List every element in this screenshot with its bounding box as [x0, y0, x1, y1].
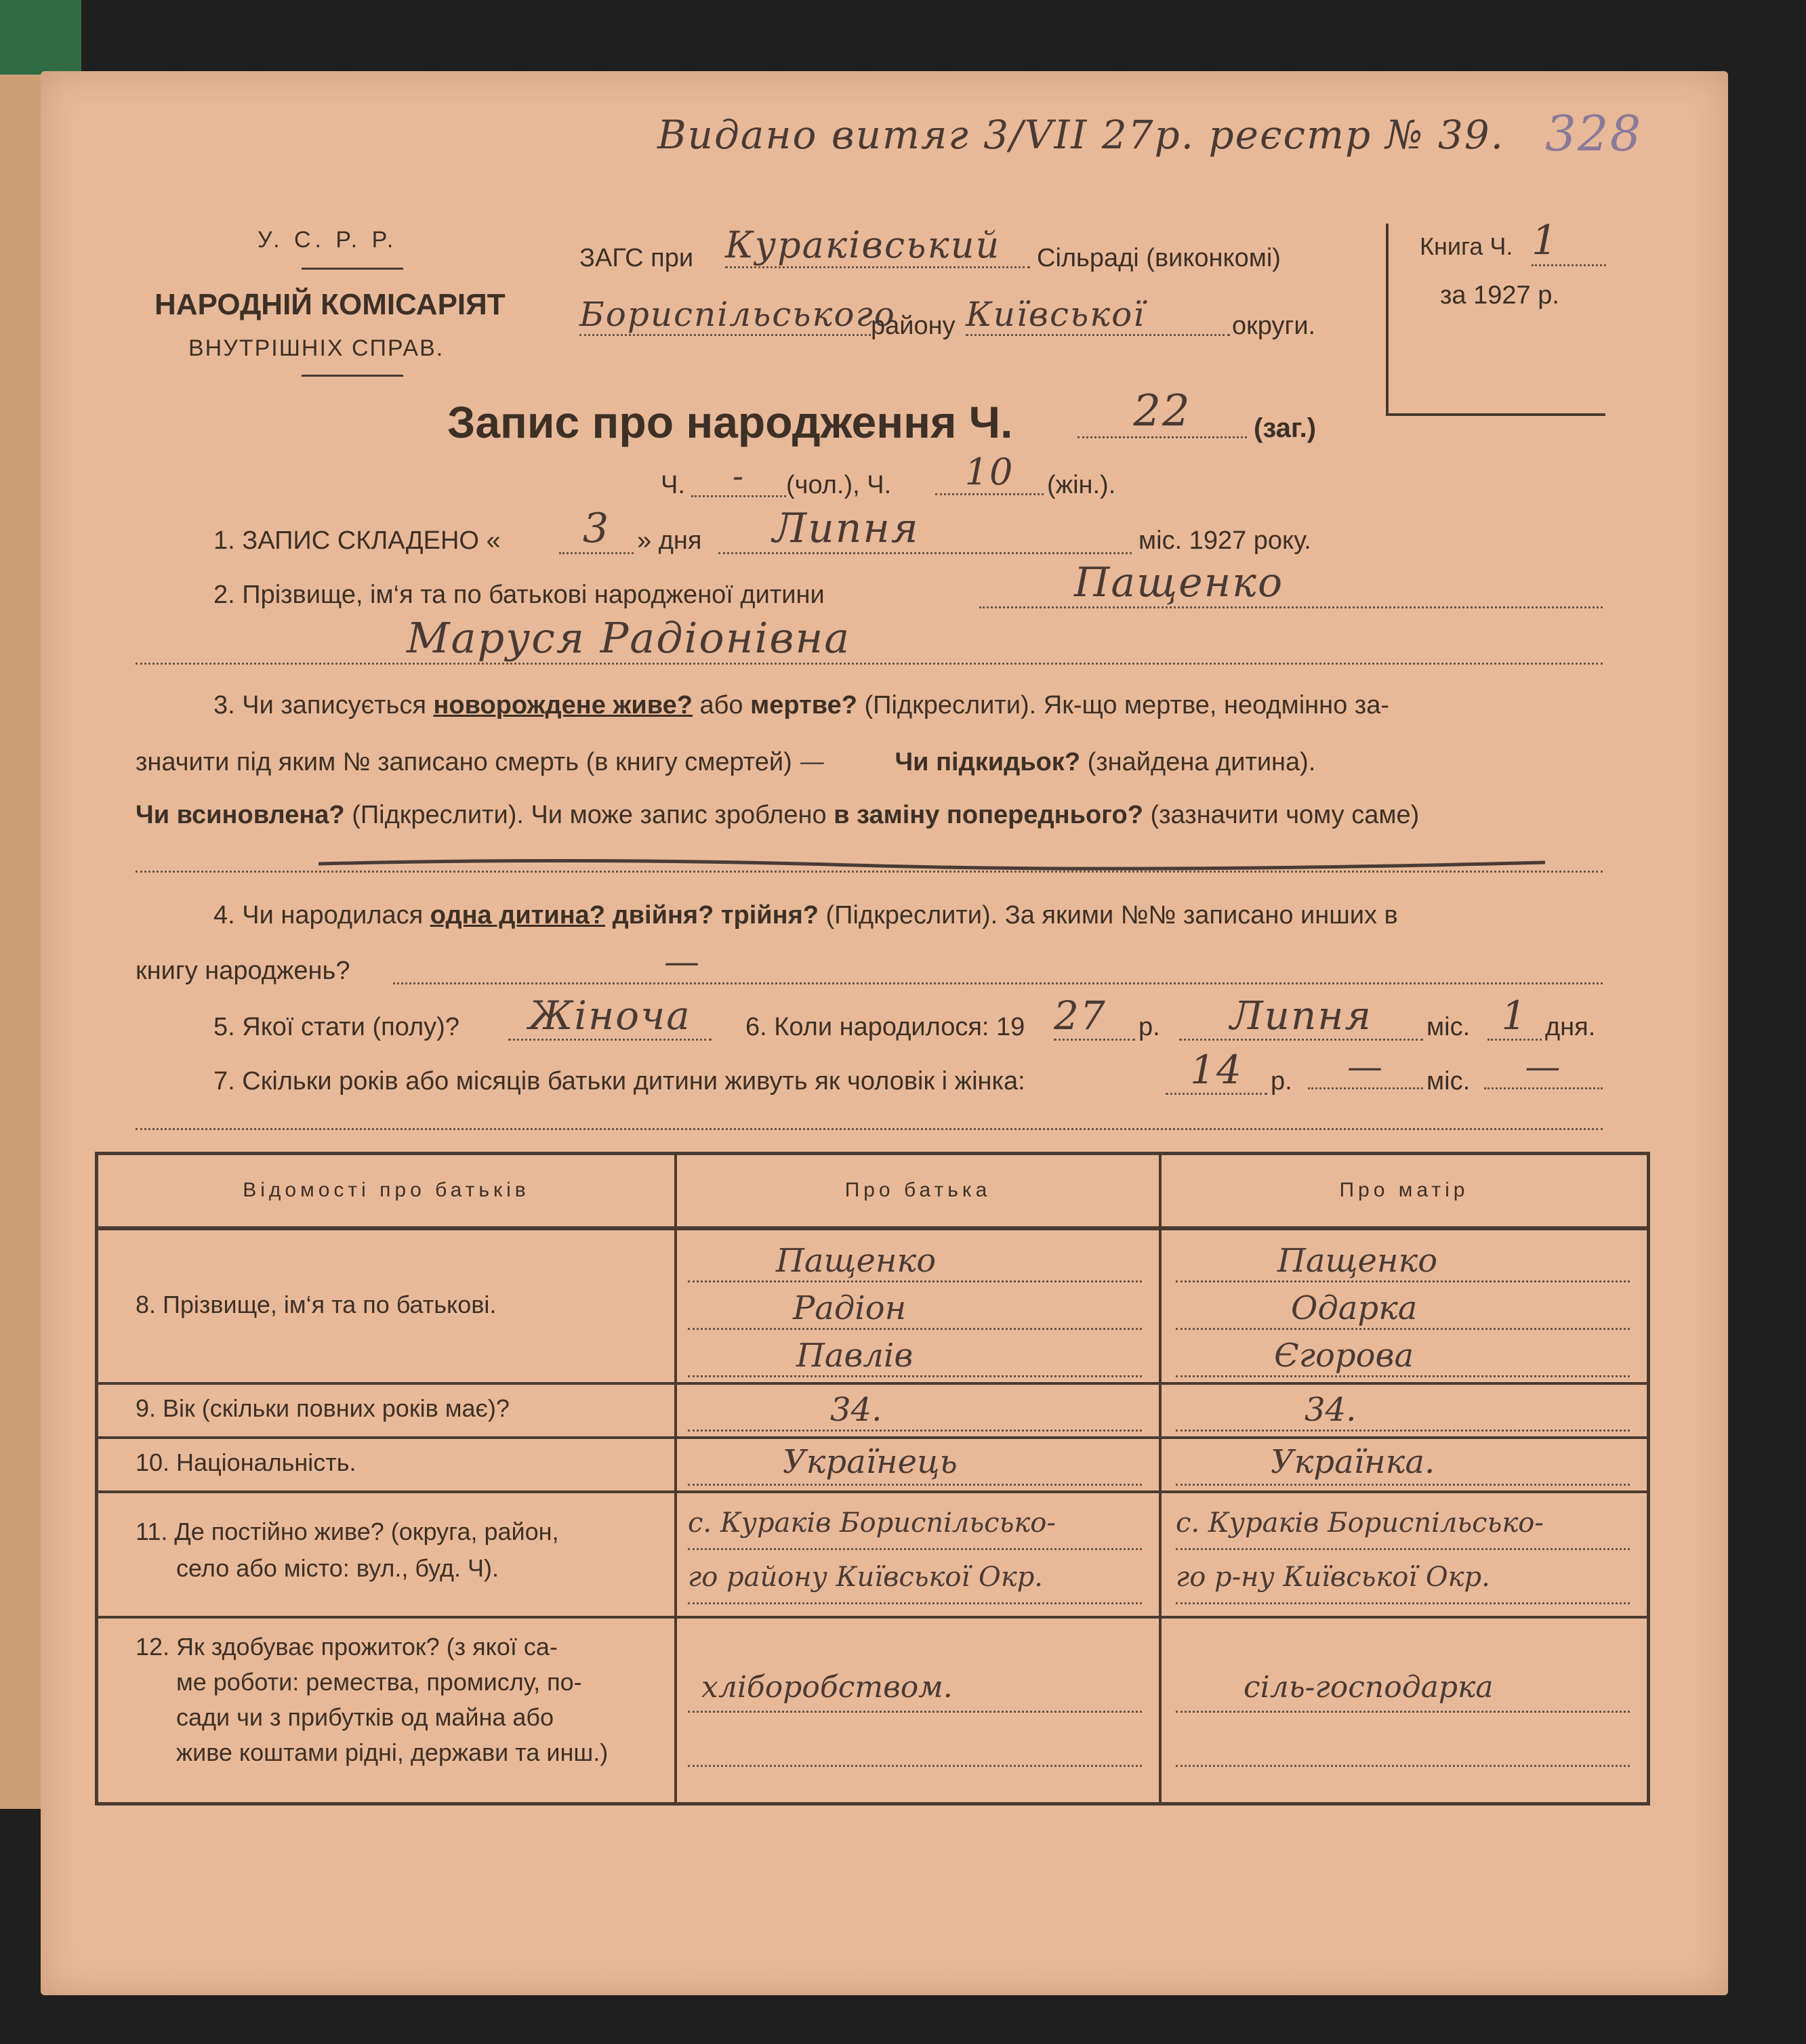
- item3-death-number: —: [799, 747, 827, 776]
- item7-label: 7. Скільки років або місяців батьки дитини живуть як чоловік і жінка:: [213, 1067, 1025, 1096]
- mother-age: 34.: [1305, 1391, 1357, 1429]
- item1-mid: » дня: [637, 526, 702, 555]
- row12-label-a: 12. Як здобуває прожиток? (з якої са-: [136, 1633, 558, 1661]
- row8-mother-line1: [1176, 1280, 1630, 1282]
- row8-label: 8. Прізвище, ім‘я та по батькові.: [136, 1291, 497, 1318]
- row10-father-line: [688, 1484, 1142, 1486]
- item1-month: Липня: [718, 505, 1132, 554]
- male-suffix: (чол.), Ч.: [786, 471, 892, 499]
- item5-label: 5. Якої стати (полу)?: [213, 1013, 459, 1041]
- item3-adopted: Чи всиновлена?: [136, 801, 345, 829]
- mother-residence-1: с. Кураків Бориспільсько-: [1176, 1507, 1544, 1539]
- row12-label-d: живе коштами рідні, держави та инш.): [176, 1738, 609, 1766]
- row8-father-line3: [688, 1375, 1142, 1377]
- record-number: 22: [1078, 386, 1247, 438]
- row10-rule: [98, 1490, 1647, 1493]
- mother-nationality: Українка.: [1271, 1443, 1435, 1481]
- item3-line3: (Підкреслити). Чи може запис зроблено: [352, 801, 827, 829]
- item4-line1: 4. Чи народилася: [213, 901, 424, 930]
- row11-mother-line1: [1176, 1548, 1630, 1550]
- item3-foundling-note: (знайдена дитина).: [1087, 748, 1316, 776]
- item6-label: 6. Коли народилося: 19: [745, 1013, 1025, 1041]
- header-divider-2: [302, 375, 403, 377]
- row11-label-a: 11. Де постійно живе? (округа, район,: [136, 1518, 559, 1545]
- father-age: 34.: [830, 1391, 882, 1429]
- book-number: 1: [1532, 217, 1606, 266]
- col-head-mother: Про матір: [1339, 1179, 1469, 1201]
- birth-record-page: [41, 71, 1728, 1995]
- district-name: Бориспільського: [579, 295, 871, 336]
- table-head-rule: [98, 1226, 1647, 1230]
- item7-years: 14: [1166, 1047, 1267, 1095]
- item6-mis: міс.: [1427, 1013, 1471, 1041]
- row12-label-c: сади чи з прибутків од майна або: [176, 1703, 554, 1731]
- item6-r: р.: [1138, 1013, 1160, 1041]
- row8-mother-line2: [1176, 1328, 1630, 1330]
- item4-rest: (Підкреслити). За якими №№ записано инших в: [825, 901, 1398, 930]
- item4-one-child: одна дитина?: [430, 901, 605, 930]
- page-number: 328: [1545, 105, 1643, 162]
- zags-council: Сільраді (виконкомі): [1037, 244, 1281, 272]
- parents-table: [95, 1152, 1650, 1806]
- record-title: Запис про народження Ч.: [447, 397, 1013, 447]
- row11-father-line1: [688, 1548, 1142, 1550]
- book-year: за 1927 р.: [1440, 281, 1559, 310]
- item6-day: 1: [1487, 993, 1542, 1041]
- row10-mother-line: [1176, 1484, 1630, 1486]
- item5-sex: Жіноча: [508, 993, 712, 1041]
- item2-surname: Пащенко: [979, 559, 1603, 608]
- female-count: 10: [935, 451, 1044, 495]
- father-name: Радіон: [793, 1289, 907, 1327]
- zags-village: Кураківський: [725, 224, 1030, 268]
- male-label: Ч.: [661, 471, 685, 499]
- book-label: Книга Ч.: [1420, 232, 1513, 260]
- table-divider-1: [674, 1155, 677, 1802]
- okrug-label: округи.: [1232, 312, 1316, 340]
- col-head-parents: Відомості про батьків: [243, 1179, 530, 1201]
- item3-line1: 3. Чи записується: [213, 691, 426, 719]
- table-divider-2: [1159, 1155, 1162, 1802]
- col-head-father: Про батька: [844, 1179, 991, 1201]
- male-count: -: [691, 457, 786, 497]
- item3-line2: значити під яким № записано смерть (в книгу смертей): [136, 748, 792, 776]
- item6-month: Липня: [1179, 993, 1423, 1041]
- father-surname: Пащенко: [776, 1242, 937, 1280]
- row9-label: 9. Вік (скільки повних років має)?: [136, 1394, 510, 1422]
- record-total-suffix: (заг.): [1254, 413, 1317, 443]
- mother-surname: Пащенко: [1277, 1242, 1438, 1280]
- item7-mis: міс.: [1427, 1067, 1471, 1096]
- okrug-name: Київської: [966, 295, 1230, 336]
- father-residence-2: го району Київської Окр.: [688, 1562, 1044, 1593]
- female-suffix: (жін.).: [1047, 471, 1116, 499]
- row8-father-line2: [688, 1328, 1142, 1330]
- row8-mother-line3: [1176, 1375, 1630, 1377]
- row10-label: 10. Національність.: [136, 1448, 356, 1476]
- row11-rule: [98, 1616, 1647, 1619]
- row12-father-line1: [688, 1711, 1142, 1713]
- item3-reason: (зазначити чому саме): [1150, 801, 1420, 829]
- item4-line2: книгу народжень?: [136, 957, 350, 985]
- item4-other-numbers: —: [393, 942, 1603, 984]
- district-label: району: [871, 312, 956, 340]
- item3-dash-stroke: [312, 850, 1559, 877]
- mother-residence-2: го р-ну Київської Окр.: [1176, 1562, 1490, 1593]
- item4-triplets: трійня?: [720, 901, 819, 930]
- item7-extra-line: [136, 1128, 1603, 1130]
- item3-replacement: в заміну попереднього?: [834, 801, 1143, 829]
- zags-prefix: ЗАГС при: [579, 244, 694, 272]
- father-patronymic: Павлів: [796, 1337, 914, 1375]
- row12-mother-line1: [1176, 1711, 1630, 1713]
- row12-father-line2: [688, 1765, 1142, 1767]
- item7-extra: —: [1484, 1047, 1603, 1089]
- department-name: ВНУТРІШНІХ СПРАВ.: [188, 335, 445, 361]
- item1-prefix: 1. ЗАПИС СКЛАДЕНО «: [213, 526, 501, 555]
- row11-father-line2: [688, 1602, 1142, 1604]
- mother-occupation: сіль-господарка: [1244, 1670, 1494, 1705]
- row12-label-b: ме роботи: ремества, промислу, по-: [176, 1668, 582, 1696]
- ussr-label: У. С. Р. Р.: [258, 227, 398, 253]
- ministry-name: НАРОДНІЙ КОМІСАРІЯТ: [155, 288, 506, 321]
- mother-patronymic: Єгорова: [1274, 1337, 1414, 1375]
- item4-twins: двійня?: [612, 901, 714, 930]
- issued-extract-note: Видано витяг 3/VII 27р. реєстр № 39.: [657, 112, 1505, 158]
- item6-dnia: дня.: [1545, 1013, 1596, 1041]
- item1-day: 3: [559, 505, 634, 554]
- item7-months: —: [1308, 1047, 1423, 1089]
- father-nationality: Українець: [783, 1443, 958, 1481]
- row9-mother-line: [1176, 1430, 1630, 1432]
- row9-father-line: [688, 1430, 1142, 1432]
- row9-rule: [98, 1436, 1647, 1439]
- item3-rest1: (Підкреслити). Як-що мертве, неодмінно за-: [864, 691, 1390, 719]
- book-spine: [0, 0, 81, 81]
- item1-post: міс. 1927 року.: [1138, 526, 1311, 555]
- mother-name: Одарка: [1291, 1289, 1418, 1327]
- row8-father-line1: [688, 1280, 1142, 1282]
- item3-or: або: [699, 691, 743, 719]
- father-residence-1: с. Кураків Бориспільсько-: [688, 1507, 1056, 1539]
- row8-rule: [98, 1382, 1647, 1385]
- row11-label-b: село або місто: вул., буд. Ч).: [176, 1554, 499, 1582]
- row11-mother-line2: [1176, 1602, 1630, 1604]
- item3-dead: мертве?: [750, 691, 857, 719]
- item3-foundling: Чи підкидьок?: [895, 748, 1081, 776]
- father-occupation: хліборобством.: [701, 1670, 953, 1705]
- item3-alive: новорождене живе?: [433, 691, 693, 719]
- item2-label: 2. Прізвище, ім‘я та по батькові народженої дитини: [213, 581, 825, 609]
- item7-r: р.: [1271, 1067, 1292, 1096]
- row12-mother-line2: [1176, 1765, 1630, 1767]
- item6-year: 27: [1054, 993, 1135, 1041]
- item2-given-names: Маруся Радіонівна: [136, 613, 1603, 665]
- header-divider: [302, 268, 403, 270]
